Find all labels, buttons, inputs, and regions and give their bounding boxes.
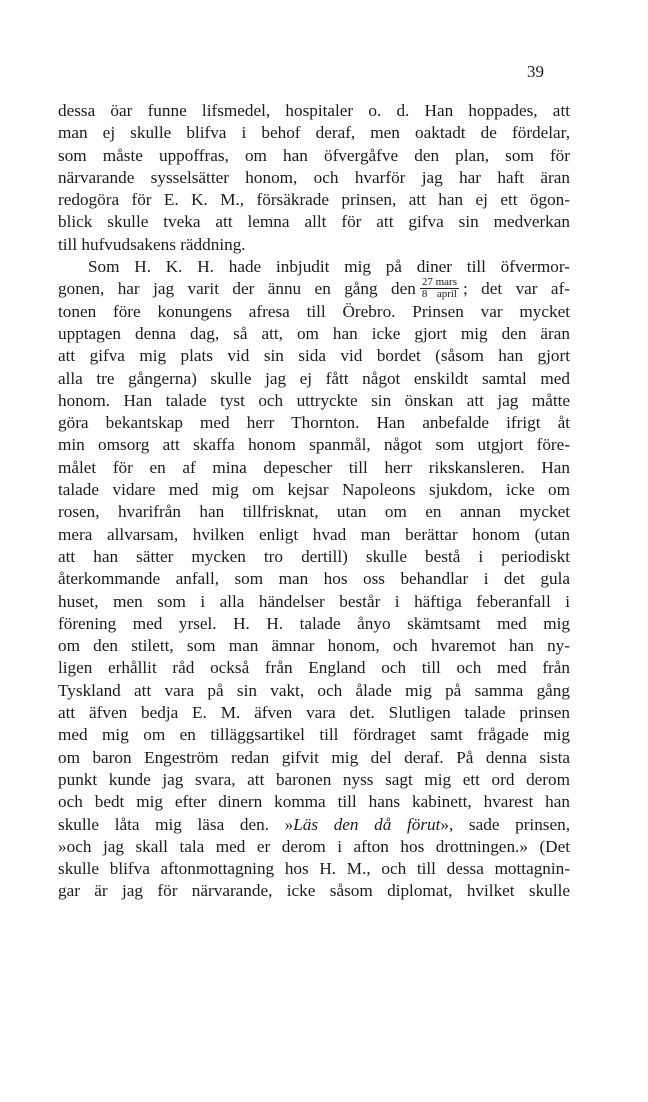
date-fraction bbox=[420, 277, 459, 300]
text-line: man ej skulle blifva i behof deraf, men oaktadt de fördelar, bbox=[58, 123, 570, 143]
text-line: att han sätter mycken tro dertill) skulle bestå i periodiskt bbox=[58, 546, 570, 566]
text-line: skulle blifva aftonmottagning hos H. M., och till dessa mottagnin- bbox=[58, 859, 570, 879]
body-text bbox=[58, 100, 570, 903]
text-line: punkt kunde jag svara, att baronen nyss sagt mig ett ord derom bbox=[58, 769, 570, 789]
text-line: talade vidare med mig om kejsar Napoleons sjukdom, icke om bbox=[58, 480, 570, 500]
text-line: rosen, hvarifrån han tillfrisknat, utan om en annan mycket bbox=[58, 502, 570, 522]
page-number: 39 bbox=[527, 62, 544, 81]
fraction-denominator: 8 april bbox=[421, 287, 457, 300]
text-line: målet för en af mina depescher till herr rikskansleren. Han bbox=[58, 457, 570, 477]
text-line: ligen erhållit råd också från England och till och med från bbox=[58, 658, 570, 678]
text-line: gar är jag för närvarande, icke såsom diplomat, hvilket skulle bbox=[58, 881, 570, 901]
text-line-with-fraction bbox=[58, 275, 571, 300]
text-line: min omsorg att skaffa honom spanmål, något som utgjort före- bbox=[58, 435, 570, 455]
line-segment: ; det var af- bbox=[462, 279, 571, 299]
text-line: Som H. K. H. hade inbjudit mig på diner till öfvermor- bbox=[88, 257, 570, 277]
line-segment: skulle låta mig läsa den. » bbox=[58, 814, 294, 834]
fraction-numerator: 27 mars bbox=[421, 275, 457, 288]
text-line: redogöra för E. K. M., försäkrade prinsen, att han ej ett ögon- bbox=[58, 190, 570, 210]
text-line: att äfven bedja E. M. äfven vara det. Slutligen talade prinsen bbox=[58, 703, 570, 723]
text-line: närvarande sysselsätter honom, och hvarför jag har haft äran bbox=[58, 167, 570, 187]
text-line: »och jag skall tala med er derom i afton hos drottningen.» (Det bbox=[58, 836, 570, 856]
text-line: som måste uppoffras, om han öfvergåfve den plan, som för bbox=[58, 145, 570, 165]
text-line-with-italic bbox=[58, 814, 570, 836]
text-line: och bedt mig efter dinern komma till hans kabinett, hvarest han bbox=[58, 792, 570, 812]
text-line: dessa öar funne lifsmedel, hospitaler o. d. Han hoppades, att bbox=[58, 101, 570, 120]
text-line: till hufvudsakens räddning. bbox=[58, 234, 246, 254]
text-line: återkommande anfall, som man hos oss behandlar i det gula bbox=[58, 569, 570, 589]
text-line: Tyskland att vara på sin vakt, och ålade mig på samma gång bbox=[58, 680, 570, 700]
text-line: alla tre gångerna) skulle jag ej fått något enskildt samtal med bbox=[58, 368, 570, 388]
text-line: om baron Engeström redan gifvit mig del deraf. På denna sista bbox=[58, 747, 570, 767]
text-line: att gifva mig plats vid sin sida vid bordet (såsom han gjort bbox=[58, 346, 570, 366]
text-line: honom. Han talade tyst och uttryckte sin önskan att jag måtte bbox=[58, 390, 570, 410]
line-segment: gonen, har jag varit der ännu en gång den bbox=[58, 279, 416, 299]
text-line: om den stilett, som man ämnar honom, och hvaremot han ny- bbox=[58, 636, 570, 656]
italic-quote: Läs den då förut bbox=[293, 814, 441, 834]
text-line: med mig om en tilläggsartikel till fördraget samt frågade mig bbox=[58, 725, 570, 745]
text-line: mera allvarsam, hvilken enligt hvad man berättar honom (utan bbox=[58, 524, 570, 544]
text-line: upptagen denna dag, så att, om han icke gjort mig den äran bbox=[58, 323, 570, 343]
text-line: göra bekantskap med herr Thornton. Han anbefalde ifrigt åt bbox=[58, 413, 570, 433]
text-line: huset, men som i alla händelser består i häftiga feberanfall i bbox=[58, 591, 570, 611]
line-segment: », sade prinsen, bbox=[440, 814, 571, 834]
text-line: blick skulle tveka att lemna allt för att gifva sin medverkan bbox=[58, 212, 570, 232]
text-line: tonen före konungens afresa till Örebro. Prinsen var mycket bbox=[58, 301, 570, 321]
text-line: förening med yrsel. H. H. talade ånyo skämtsamt med mig bbox=[58, 613, 570, 633]
